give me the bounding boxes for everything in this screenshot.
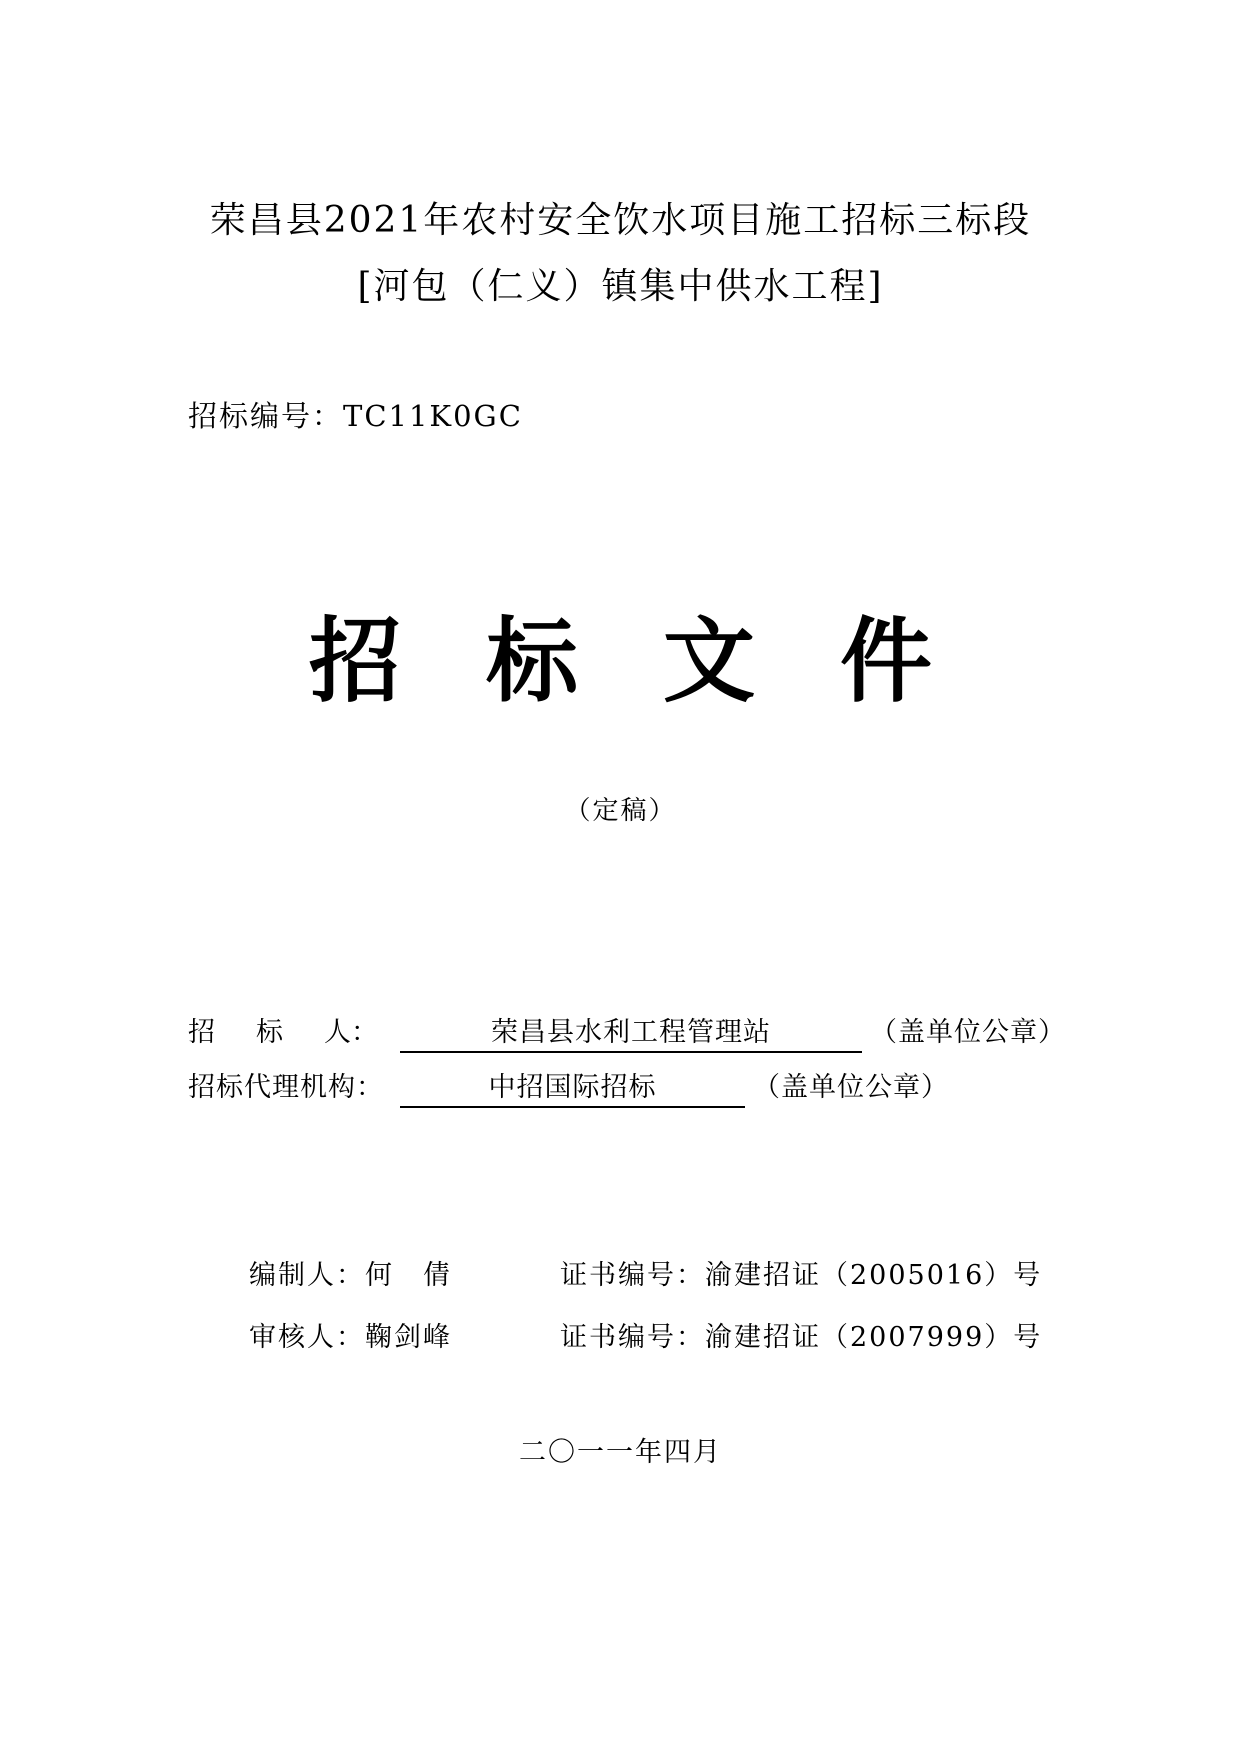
- tenderer-label-char: 标: [256, 1017, 283, 1048]
- tenderer-name: 荣昌县水利工程管理站: [400, 1010, 862, 1053]
- tenderer-label-char: 招: [188, 1017, 215, 1048]
- project-title-line1: 荣昌县2021年农村安全饮水项目施工招标三标段: [209, 200, 1032, 241]
- reviewer-certificate: 证书编号：渝建招证（2007999）号: [560, 1322, 1043, 1353]
- document-date: 二〇一一年四月: [519, 1437, 722, 1468]
- agent-label: 招标代理机构：: [188, 1072, 384, 1103]
- main-title-char: 标: [485, 608, 578, 715]
- tenderer-seal-note: （盖单位公章）: [870, 1017, 1066, 1048]
- project-title-line2: [河包（仁义）镇集中供水工程]: [357, 266, 884, 307]
- main-title-char: 件: [840, 608, 933, 715]
- main-title-char: 文: [663, 608, 756, 715]
- agent-seal-note: （盖单位公章）: [753, 1072, 949, 1103]
- agent-name: 中招国际招标: [400, 1065, 745, 1108]
- draft-note: （定稿）: [564, 796, 677, 826]
- agent-row: [188, 1065, 949, 1108]
- main-title-char: 招: [308, 608, 401, 715]
- reviewer-name: 审核人：鞠剑峰: [249, 1322, 452, 1353]
- bid-number: 招标编号：TC11K0GC: [188, 399, 523, 433]
- document-main-title: [0, 608, 1241, 715]
- editor-certificate: 证书编号：渝建招证（2005016）号: [560, 1260, 1043, 1291]
- tenderer-label: [188, 1010, 400, 1049]
- tenderer-label-char: 人：: [324, 1017, 378, 1048]
- editor-name: 编制人：何 倩: [249, 1260, 452, 1291]
- tenderer-row: [188, 1010, 1066, 1053]
